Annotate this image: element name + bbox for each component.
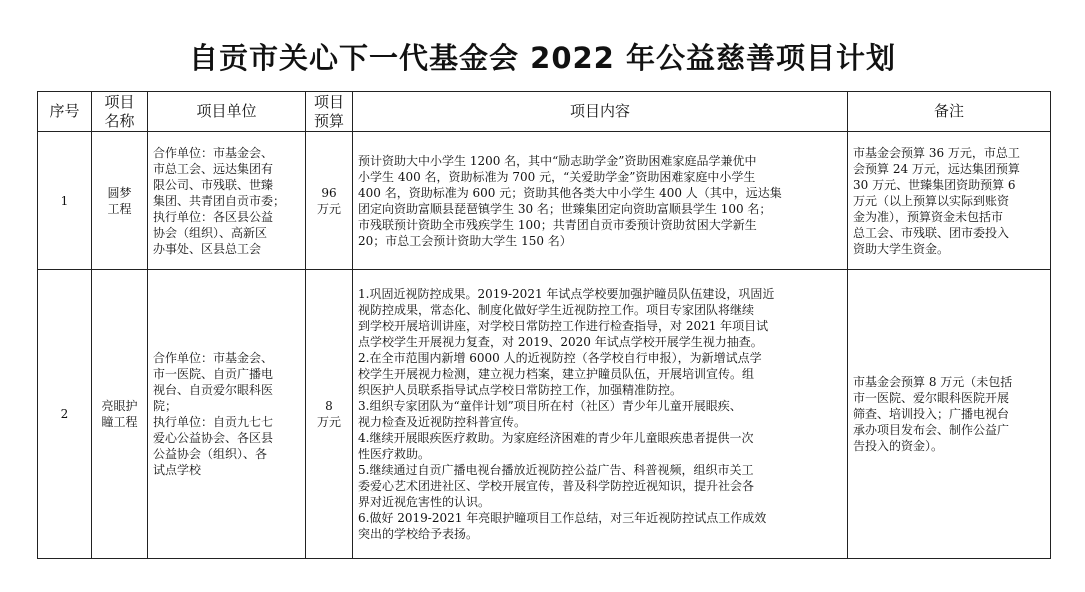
page-title: 自贡市关心下一代基金会 2022 年公益慈善项目计划 [189, 41, 896, 75]
row-seq: 2 [38, 270, 92, 559]
table-row [38, 132, 1051, 270]
row-note: 市基金会预算 36 万元，市总工 会预算 24 万元，远达集团预算 30 万元、世臻集团资助预算 6 万元（以上预算以实际到账资 金为准），预算资金未包括市 总工会、市残联、团市委投入 资助大学生资金。 [848, 132, 1051, 270]
row-project-name: 亮眼护 瞳工程 [92, 270, 148, 559]
row-unit: 合作单位：市基金会、 市总工会、远达集团有 限公司、市残联、世臻 集团、共青团自贡市委； 执行单位：各区县公益 协会（组织）、高新区 办事处、区县总工会 [148, 132, 306, 270]
header-seq: 序号 [38, 92, 92, 132]
row-content: 预计资助大中小学生 1200 名，其中“励志助学金”资助困难家庭品学兼优中 小学生 400 名，资助标准为 700 元，“关爱助学金”资助困难家庭中小学生 400 名，资助标准为 600 元；资助其他各类大中小学生 400 人（其中，远达集 团定向资助富顺县琵琶镇学生 30 名；世臻集团定向资助富顺县学生 100 名； 市残联预计资助全市残疾学生 100；共青团自贡市委预计资助贫困大学新生 20；市总工会预计资助大学生 150 名） [353, 132, 848, 270]
row-note: 市基金会预算 8 万元（未包括 市一医院、爱尔眼科医院开展 筛查、培训投入；广播电视台 承办项目发布会、制作公益广 告投入的资金）。 [848, 270, 1051, 559]
row-budget: 96 万元 [306, 132, 353, 270]
header-note: 备注 [848, 92, 1051, 132]
header-name: 项目 名称 [92, 92, 148, 132]
row-unit: 合作单位：市基金会、 市一医院、自贡广播电 视台、自贡爱尔眼科医 院； 执行单位：自贡九七七 爱心公益协会、各区县 公益协会（组织）、各 试点学校 [148, 270, 306, 559]
row-project-name: 圆梦 工程 [92, 132, 148, 270]
header-unit: 项目单位 [148, 92, 306, 132]
header-budget: 项目 预算 [306, 92, 353, 132]
header-content: 项目内容 [353, 92, 848, 132]
table-row [38, 270, 1051, 559]
row-content: 1.巩固近视防控成果。2019-2021 年试点学校要加强护瞳员队伍建设，巩固近 视防控成果，常态化、制度化做好学生近视防控工作。项目专家团队将继续 到学校开展培训讲座，对学校日常防控工作进行检查指导，对 2021 年项目试 点学校学生开展视力复查，对 2019、2020 年试点学校开展学生视力抽查。 2.在全市范围内新增 6000 人的近视防控（各学校自行申报），为新增试点学 校学生开展视力检测，建立视力档案，建立护瞳员队伍，开展培训宣传。组 织医护人员联系指导试点学校日常防控工作，加强精准防控。 3.组织专家团队为“童伴计划”项目所在村（社区）青少年儿童开展眼疾、 视力检查及近视防控科普宣传。 4.继续开展眼疾医疗救助。为家庭经济困难的青少年儿童眼疾患者提供一次 性医疗救助。 5.继续通过自贡广播电视台播放近视防控公益广告、科普视频，组织市关工 委爱心艺术团进社区、学校开展宣传，普及科学防控近视知识，提升社会各 界对近视危害性的认识。 6.做好 2019-2021 年亮眼护瞳项目工作总结，对三年近视防控试点工作成效 突出的学校给予表扬。 [353, 270, 848, 559]
row-budget: 8 万元 [306, 270, 353, 559]
header-row [38, 92, 1051, 132]
row-seq: 1 [38, 132, 92, 270]
project-table [37, 91, 1051, 559]
